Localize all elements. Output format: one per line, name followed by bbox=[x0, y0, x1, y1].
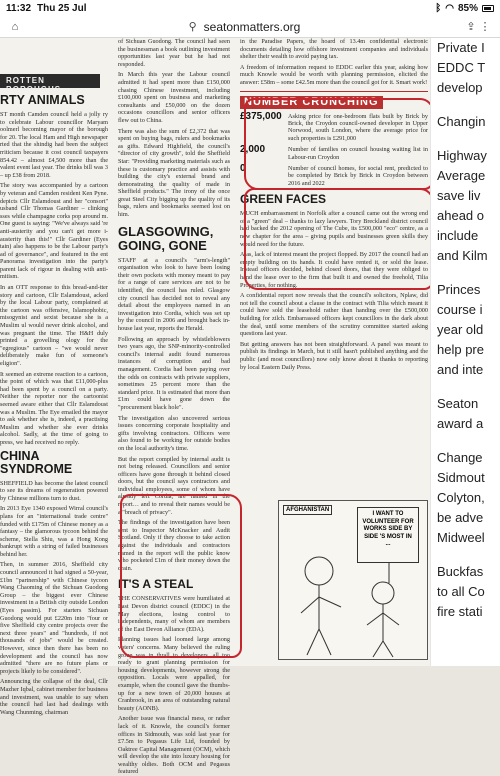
numcrunch-row bbox=[240, 165, 428, 187]
col1-para-5: SHEFFIELD has become the latest council to see its dreams of regeneration powered by Chinese millions turn to dust. bbox=[0, 479, 108, 502]
browser-url-bar bbox=[0, 16, 500, 38]
numcrunch-row bbox=[240, 146, 428, 161]
strip-line: Colyton, bbox=[437, 490, 485, 505]
status-time: 11:32 bbox=[6, 2, 32, 14]
strip-line: Private I bbox=[437, 40, 485, 55]
numcrunch-value: £375,000 bbox=[240, 110, 282, 122]
cartoon-sign: I WANT TO VOLUNTEER FOR WORKS SIDE BY SIDE 'S MOST IN ... bbox=[357, 507, 419, 563]
number-crunching-box bbox=[240, 91, 428, 188]
strip-line: course i bbox=[437, 302, 483, 317]
numcrunch-desc: Asking price for one-bedroom flats built by Brick by Brick, the Croydon council-owned developer in Upper Norwood, south London, where the average price for such properties is £291,000 bbox=[288, 112, 428, 142]
col2-para-6: The investigation also uncovered serious issues concerning corporate hospitality and gifts involving contractors. Officers were also found to be working for outside bodies on the local authority's time. bbox=[118, 414, 230, 452]
col3-para-6: But getting answers has not been straightforward. A panel was meant to publish its findings in March, but it still hasn't published anything and the public (and most councillors) now only know about it thanks to reporting by local Eastern Daily Press. bbox=[240, 340, 428, 371]
col3-para-5: A confidential report now reveals that the council's solicitors, Nplaw, did not tell the council about a clause in the contract with Tilia which meant it could have sold the leasehold rather than handing over the £500,000 building for zilch. Embarrassed officers kept councillors in the dark about the deal, until some members of the scrutiny committee started asking questions last year. bbox=[240, 292, 428, 338]
col3-para-4: Alas, lack of interest meant the project flopped. By 2017 the council had an empty building on its hands. It could have rented it, or sold the lease. Instead officers decided, behind closed doors, that they were obliged to hand the lease over to the firm that built it and owned the freehold, Tilia Properties, for nothing. bbox=[240, 251, 428, 289]
strip-line: be adve bbox=[437, 510, 484, 525]
wifi-icon: ◠ bbox=[445, 2, 454, 14]
strip-gap bbox=[437, 132, 500, 146]
col3-para-2: A freedom of information request to EDDC earlier this year, asking how much Knowle would be worth with planning permission, elicited the answer: £58m – some £42.5m more than the council got for it. Smart work! bbox=[240, 63, 428, 86]
cartoon-afghanistan-label: AFGHANISTAN bbox=[283, 505, 332, 515]
numcrunch-desc: Number of families on council housing waiting list in Labour-run Croydon bbox=[288, 146, 428, 161]
strip-line: include bbox=[437, 228, 479, 243]
battery-icon bbox=[482, 5, 494, 12]
strip-line: and Kilm bbox=[437, 248, 488, 263]
page-content bbox=[0, 38, 500, 776]
newspaper-clipping bbox=[0, 38, 430, 776]
strip-line: Buckfas bbox=[437, 564, 484, 579]
more-options-icon[interactable]: ⋮ bbox=[479, 21, 491, 33]
numcrunch-value: 0 bbox=[240, 163, 246, 174]
col2-para-5: Following an approach by whistleblowers two years ago, the SNP-minority-controlled council's internal audit found numerous instances of corruption and bad management. Cordia had been paying over the odds on contracts with private suppliers, sometimes 25 percent more than the standard price. It is estimated that more than £1m could have gone down the "procurement black hole". bbox=[118, 335, 230, 411]
webpage-text-strip bbox=[430, 38, 500, 666]
status-bar bbox=[0, 0, 500, 16]
col2-para-4: STAFF at a council's "arm's-length" organisation who look to have been losing their own pockets with money meant to pay for a range of care services are not to be identified, the council has ruled. Glasgow city council has decided not to reveal any detail about the employees named in an investigation into Cordia, which was set up by the council in 2006 and brought back in-house last year, reports the Herald. bbox=[118, 256, 230, 332]
address-bar[interactable] bbox=[186, 20, 301, 34]
strip-line: fire stati bbox=[437, 604, 483, 619]
column-1 bbox=[0, 92, 108, 716]
strip-gap bbox=[437, 434, 500, 448]
strip-line: ahead o bbox=[437, 208, 484, 223]
rotten-boroughs-banner: ROTTEN BOROUGHS bbox=[0, 74, 100, 88]
strip-gap bbox=[437, 98, 500, 112]
strip-line: Average bbox=[437, 168, 486, 183]
strip-line: and inte bbox=[437, 362, 484, 377]
col1-para-8: Announcing the collapse of the deal, Cllr Mazher Iqbal, cabinet member for business and investment, was unable to say when the council had last had dealings with Wang Chunming, chairman bbox=[0, 678, 108, 716]
numcrunch-row bbox=[240, 110, 428, 143]
strip-line: Changin bbox=[437, 114, 486, 129]
col3-para-1: in the Paradise Papers, the hoard of 13.4m confidential electronic documents detailing how offshore investment companies and individuals shelter their wealth to avoid paying tax. bbox=[240, 38, 428, 61]
battery-percent: 85% bbox=[457, 2, 478, 14]
col2-para-2: In March this year the Labour council admitted it had spent more than £150,000 chasing Chinese investment, including £100,000 spent on business and marketing consultants and £50,000 on the dozen occasions councillors and senior officers flew out to China. bbox=[118, 71, 230, 124]
url-text[interactable]: seatonmatters.org bbox=[203, 19, 301, 34]
strip-line: develop bbox=[437, 80, 483, 95]
strip-line: Midweel bbox=[437, 530, 485, 545]
strip-line: Highway bbox=[437, 148, 487, 163]
cartoon-image bbox=[278, 500, 428, 660]
col2-para-3: There was also the sum of £2,372 that was spent on buying bags, rulers and bookmarks as gifts. Edward Highfield, the council's "director of city growth", told the Sheffield Star: "Providing marketing materials such as these is customary practice and assists with building the city's external brand and demonstrating the quality of made in Sheffield products." The irony of the once great Steel City bigging up the quality of its bags, rulers and bookmarks seemed lost on him. bbox=[118, 127, 230, 219]
col2-para-8: The findings of the investigation have been sent to Inspector McKnacker and Audit Scotland. Only if they choose to take action against the individuals and contractors named in the report will the public know who pocketed £1m of their money down the drain. bbox=[118, 519, 230, 572]
col3-para-3: MUCH embarrassment in Norfolk after a council came out the wrong end of a "green" deal – thanks to lazy lawyers. Tory Breckland district council had backed the 2012 opening of The Cube, its £500,000 "eco" centre, as a new chapter for the area – giving pupils and businesses green skills they would need for the future. bbox=[240, 210, 428, 248]
strip-line: save liv bbox=[437, 188, 481, 203]
strip-line: Seaton bbox=[437, 396, 479, 411]
strip-line: EDDC T bbox=[437, 60, 486, 75]
headline-green-faces: GREEN FACES bbox=[240, 192, 327, 207]
strip-gap bbox=[437, 380, 500, 394]
column-2 bbox=[118, 38, 230, 776]
strip-line: to all Co bbox=[437, 584, 485, 599]
col2-para-7: But the report compiled by internal audit is not being released. Councillors and senior officers have gone through it behind closed doors, but the council says contractors and individual employees, some of whom have already left Cordia, are named in the report… and to reveal their names would be a "breach of privacy". bbox=[118, 455, 230, 516]
strip-line: Change bbox=[437, 450, 483, 465]
home-icon[interactable]: ⌂ bbox=[11, 20, 19, 33]
headline-its-a-steal: IT'S A STEAL bbox=[118, 577, 194, 592]
bluetooth-icon: ᛒ bbox=[435, 2, 442, 14]
col1-para-4: It seemed an extreme reaction to a cartoon, the point of which was that £11,000-plus had been spent by a council on a party. Neither the reporter nor the cartoonist seemed aware either that Cllr Eslamdoust was a Muslim. The Eye emailed the mayor to ask whether she is, indeed, a practising Muslim and whether she ever drinks alcohol. Sadly, at the time of going to press, we had received no reply. bbox=[0, 370, 108, 446]
strip-line: award a bbox=[437, 416, 484, 431]
strip-gap bbox=[437, 266, 500, 280]
strip-gap bbox=[437, 548, 500, 562]
col2-para-1: of Sichuan Guodong. The council had seen the businessman a book outlining investment opportunities last year but he had not responded. bbox=[118, 38, 230, 68]
col1-para-1: ST month Camden council held a jolly ry to celebrate Labour councillor Maryam oolmerl becoming mayor of the borough for 20. The local Ham and High newspaper rted that the shindig had been the subject rriticism because it cost council taxpayers 854.42 – almost £4,500 more than the valent event last year. The drinks bill was 3 – up £38 from 2018. bbox=[0, 111, 108, 179]
headline-china-syndrome: CHINA SYNDROME bbox=[0, 448, 73, 476]
numcrunch-value: 2,000 bbox=[240, 144, 266, 156]
number-crunching-title: NUMBER CRUNCHING bbox=[240, 96, 383, 109]
col1-para-2: The story was accompanied by a cartoon by veteran and Camden resident Ken Pyne. depicts Cllr Eslamdoust and her "consort" usband Cllr Thomas Gardiner – clinking sses while champagne corks pop around m. One guest is saying: "We've always said 're anti-austerity and you can't get more i-austerity than this!" Cllr Gardiner (Eyes tain) also happens to be the Labour party's ad of governance", and featured in the ent Panorama investigation into the party's parent lack of rigour in dealing with anti-mitism. bbox=[0, 182, 108, 281]
strip-line: Sidmout bbox=[437, 470, 485, 485]
headline-glasgowing: GLASGOWING, GOING, GONE bbox=[118, 223, 214, 253]
status-right bbox=[435, 3, 494, 14]
col2-para-9: THE CONSERVATIVES were humiliated at East Devon district council (EDDC) in the May elections, losing control to independents, many of whom are members of the East Devon Alliance (EDA). bbox=[118, 595, 230, 633]
col2-para-10: Planning issues had loomed large among voters' concerns. Many believed the ruling group was in thrall to developers, all too ready to grant planning permission for housing developments, however strong the opposition. Locals were appalled, for example, when the council gave the thumbs-up for a new town of 20,000 houses at Cranbrook, in an area of outstanding natural beauty (AONB). bbox=[118, 636, 230, 712]
strip-line: Princes bbox=[437, 282, 481, 297]
strip-line: help pre bbox=[437, 342, 484, 357]
col1-para-3: In an OTT response to this bread-and-tter story and cartoon, Cllr Eslamdoust, acked by the local Labour party, complained at the cartoon was offensive, Islamophobic, misogynist and sexist because she is a Muslim ul would never drink alcohol, and was pregnant the time. The H&H duly printed a grovelling ology for the "egregious" cartoon – "we would never deliberately make fun of someone's eligion". bbox=[0, 284, 108, 367]
share-icon[interactable]: ⇪ bbox=[466, 21, 476, 33]
numcrunch-desc: Number of council homes, for social rent, predicted to be completed by Brick by Brick in Croydon between 2016 and 2022 bbox=[288, 165, 428, 187]
site-info-icon[interactable]: ⚲ bbox=[188, 21, 197, 33]
headline-dirty-animals: RTY ANIMALS bbox=[0, 93, 85, 107]
col2-para-11: Another issue was financial mess, or rather lack of it. Knowle, the council's former offices in Sidmouth, was sold last year for £7.5m to Pegasus Life Ltd, founded by Oaktree Capital Management (OCM), which will develop the site into luxury housing for wealthy oldies. Both OCM and Pegasus featured bbox=[118, 715, 230, 776]
status-date: Thu 25 Jul bbox=[37, 2, 87, 14]
col1-para-6: In 2013 Eye 1340 exposed Wirral council's plans for an "international trade centre" funded with £175m of Chinese money as a fantasy – the glamorous tycoon behind the scheme, Stella Shiu, was a Hong Kong bankrupt with a string of failed businesses behind her. bbox=[0, 505, 108, 558]
col1-para-7: Then, in summer 2016, Sheffield city council announced it had signed a 50-year, £1bn "partnership" with Chinese tycoon Wang Chaoming of the Sichuan Guodong Group – the biggest ever Chinese investment in a British city outside London (Eyes passim). For starters Sichuan Guodong would put £220m into "four or five Sheffield city centre projects over the next three years" and "hundreds, if not thousands of jobs" would be created. However, since then there has been no development and the council has now admitted "there are no future plans or projects likely to be considered". bbox=[0, 561, 108, 675]
status-left bbox=[6, 3, 86, 14]
strip-line: year old bbox=[437, 322, 484, 337]
